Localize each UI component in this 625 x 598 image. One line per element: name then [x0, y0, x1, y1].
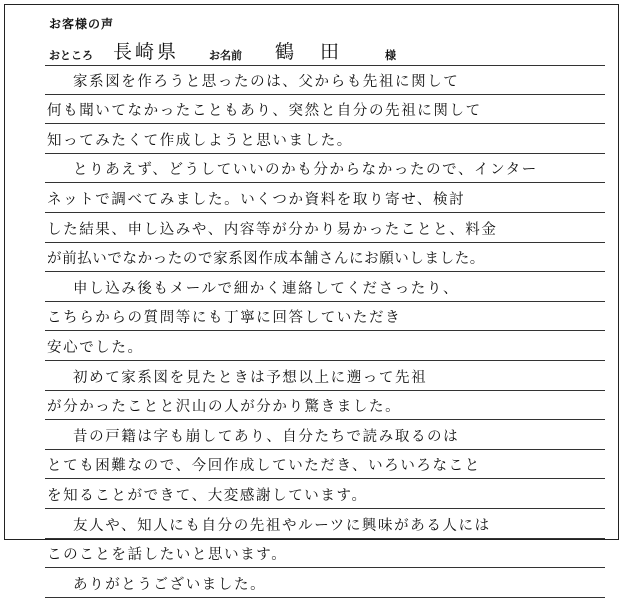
ruled-line [45, 539, 605, 569]
body-line: ありがとうございました。 [73, 576, 267, 593]
body-line: 申し込み後もメールで細かく連絡してくださったり、 [73, 280, 460, 297]
body-line: こちらからの質問等にも丁寧に回答していただき [47, 310, 402, 327]
address-label: おところ [49, 49, 93, 62]
ruled-line [45, 95, 605, 125]
body-line: 知ってみたくて作成しようと思いました。 [47, 132, 353, 149]
page-title: お客様の声 [49, 17, 115, 31]
ruled-line [45, 272, 605, 302]
body-line: 初めて家系図を見たときは予想以上に遡って先祖 [73, 369, 428, 386]
body-line: 安心でした。 [47, 339, 144, 356]
body-line: 家系図を作ろうと思ったのは、父からも先祖に関して [73, 73, 460, 90]
name-label: お名前 [209, 49, 242, 62]
testimonial-sheet [4, 4, 619, 593]
ruled-line [45, 243, 605, 273]
body-line: が分かったことと沢山の人が分かり驚きました。 [47, 399, 402, 416]
body-line: 昔の戸籍は字も崩してあり、自分たちで読み取るのは [73, 428, 460, 445]
body-line: 何も聞いてなかったこともあり、突然と自分の先祖に関して [47, 103, 482, 120]
body-line: 友人や、知人にも自分の先祖やルーツに興味がある人には [73, 517, 491, 534]
ruled-line [45, 450, 605, 480]
body-line: このことを話したいと思います。 [47, 547, 288, 564]
honorific-label: 様 [385, 49, 396, 62]
body-line: ネットで調べてみました。いくつか資料を取り寄せ、検討 [47, 191, 466, 208]
name-value: 鶴 田 [275, 41, 350, 63]
ruled-line [45, 183, 605, 213]
customer-info-row [49, 35, 429, 61]
ruled-line [45, 420, 605, 450]
body-line: した結果、申し込みや、内容等が分かり易かったことと、料金 [47, 221, 498, 238]
ruled-line [45, 124, 605, 154]
ruled-line [45, 154, 605, 184]
ruled-line [45, 331, 605, 361]
ruled-line [45, 65, 605, 95]
handwritten-body [45, 65, 605, 598]
address-value: 長崎県 [113, 41, 180, 63]
body-line: を知ることができて、大変感謝しています。 [47, 487, 368, 504]
ruled-line [45, 479, 605, 509]
ruled-line [45, 391, 605, 421]
ruled-line [45, 213, 605, 243]
ruled-line [45, 509, 605, 539]
ruled-line [45, 568, 605, 598]
body-line: が前払いでなかったので家系図作成本舗さんにお願いしました。 [47, 251, 485, 268]
ruled-line [45, 361, 605, 391]
body-line: とりあえず、どうしていいのかも分からなかったので、インター [73, 162, 538, 179]
ruled-line [45, 302, 605, 332]
body-line: とても困難なので、今回作成していただき、いろいろなこと [47, 458, 481, 475]
